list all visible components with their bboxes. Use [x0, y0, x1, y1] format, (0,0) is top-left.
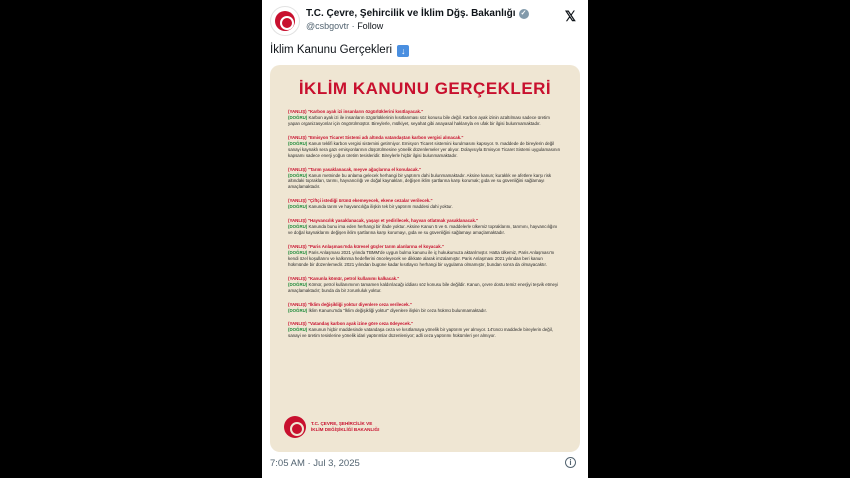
- account-name[interactable]: T.C. Çevre, Şehircilik ve İklim Dğş. Bakanlığı: [306, 8, 516, 19]
- myth-text: "Tarım yasaklanacak, meyve ağaçlarına el konulacak.": [307, 166, 422, 172]
- poster-entry: [288, 167, 562, 191]
- myth-tag: (YANLIŞ): [288, 134, 307, 140]
- down-arrow-icon: ↓: [397, 45, 409, 57]
- poster-entry: [288, 244, 562, 268]
- truth-tag: (DOĞRU): [288, 114, 308, 120]
- ministry-emblem-icon: [284, 416, 306, 438]
- truth-text: Kanunun hiçbir maddesinde vatandaşa ceza ve kısıtlamaya yönelik bir yaptırım yer almıyor. 14'üncü maddede bireylerin değil, sanayi ve üretim tesislerine yönelik idari yaptırımlar düzenleniyor; adli ceza yaptırımı hükümleri yer almıyor.: [288, 327, 553, 339]
- truth-text: Kanunda tarım ve hayvancılığa ilişkin tek bir yaptırım maddesi dahi yoktur.: [308, 204, 453, 210]
- poster-entry: [288, 109, 562, 127]
- myth-tag: (YANLIŞ): [288, 321, 307, 327]
- poster-entry: [288, 135, 562, 159]
- myth-tag: (YANLIŞ): [288, 218, 307, 224]
- tweet-text-content: İklim Kanunu Gerçekleri: [270, 44, 393, 56]
- myth-text: "Hayvancılık yasaklanacak, yaşayı et yedirilecek, hayvan otlatmak yasaklanacak.": [307, 218, 479, 224]
- myth-tag: (YANLIŞ): [288, 301, 307, 307]
- truth-tag: (DOĞRU): [288, 281, 308, 287]
- x-logo-icon[interactable]: 𝕏: [564, 8, 576, 24]
- tweet-header: [270, 6, 580, 36]
- poster-entry: [288, 302, 562, 314]
- myth-text: "Paris Anlaşması'nda küresel güçler tarım alanlarına el koyacak.": [307, 244, 444, 249]
- truth-tag: (DOĞRU): [288, 327, 308, 333]
- myth-tag: (YANLIŞ): [288, 166, 307, 172]
- myth-text: "İklim değişikliği yoktur diyenlere ceza verilecek.": [307, 301, 412, 307]
- truth-tag: (DOĞRU): [288, 140, 308, 146]
- tweet-text: [270, 44, 409, 57]
- truth-text: Paris Anlaşması 2021 yılında TBMM'de uygun bulma kanunu ile iç hukukumuza aktarılmıştır. Hatta ülkemiz, Paris Anlaşması'nı kendi özel koşullarını ve kalkınma hedeflerini önceleyecek ve dikkate alarak imzalamıştır. Paris Anlaşması 2021 yılından beri kanun hükmünde bir düzenlemedir. 2021 yılından bugüne kadar kısıtlayıcı herhangi bir uygulama olmamıştır, bundan sonra da olmayacaktır.: [288, 249, 555, 267]
- verified-badge-icon: ✓: [519, 9, 529, 19]
- truth-tag: (DOĞRU): [288, 204, 308, 210]
- ministry-emblem-icon: [275, 11, 295, 31]
- truth-tag: (DOĞRU): [288, 172, 308, 178]
- follow-button[interactable]: Follow: [357, 21, 384, 31]
- truth-tag: (DOĞRU): [288, 307, 308, 313]
- truth-tag: (DOĞRU): [288, 224, 308, 230]
- separator-dot: ·: [351, 21, 355, 31]
- poster-entry: [288, 276, 562, 294]
- account-avatar[interactable]: [270, 6, 300, 36]
- myth-tag: (YANLIŞ): [288, 244, 307, 249]
- poster-title: İKLİM KANUNU GERÇEKLERİ: [298, 79, 552, 98]
- truth-text: Kanun metninde bu anlama gelecek herhangi bir yaptırım dahi bulunmamaktadır. Aksine kanun; kuraklık ve afetlere karşı risk altındaki toprakları, tarımı, hayvancılığı ve doğal kaynakları, değişen iklim şartlarına karşı korumak; gıda ve su güvenliğini sağlamayı amaçlamaktadır.: [288, 172, 552, 190]
- myth-tag: (YANLIŞ): [288, 198, 307, 204]
- myth-text: "Emisyon Ticaret Sistemi adı altında vatandaştan karbon vergisi alınacak.": [307, 134, 464, 140]
- account-info: [306, 8, 529, 31]
- truth-text: İklim Kanunu'nda "İklim değişikliği yoktur" diyenlere ilişkin bir ceza hükmü bulunmamaktadır.: [308, 307, 487, 313]
- tweet-card: [262, 0, 588, 478]
- truth-tag: (DOĞRU): [288, 249, 308, 255]
- account-handle[interactable]: @csbgovtr: [306, 21, 350, 31]
- tweet-timestamp[interactable]: 7:05 AM · Jul 3, 2025: [270, 458, 360, 469]
- poster-entry: [288, 198, 562, 210]
- footer-line-2: İKLİM DEĞİŞİKLİĞİ BAKANLIĞI: [311, 427, 380, 432]
- myth-text: "Kanunla kömür, petrol kullanımı kalkacak.": [307, 275, 400, 281]
- truth-text: Kanun teklifi karbon vergisi sistemini getirmiyor. Emisyon Ticaret sistemini kurulmasını kapsıyor. 9. maddede de bireylerin değil sanayi kaynaklı sera gazı emisyonlarının düşürülmesine yönelik düzenlemeler yer alıyor. Dolayısıyla Emisyon Ticaret Sistemi uygulamasının kapsamı sadece enerji yoğun üretim tesisleridir. Bireylerle hiçbir ilgisi bulunmamaktadır.: [288, 140, 561, 158]
- info-icon[interactable]: i: [565, 457, 576, 468]
- poster-entry: [288, 321, 562, 339]
- tweet-image[interactable]: [270, 65, 580, 452]
- myth-text: "Çiftçi istediği ürünü ekemeyecek, ekene cezalar verilecek.": [307, 198, 433, 204]
- myth-tag: (YANLIŞ): [288, 109, 307, 114]
- footer-line-1: T.C. ÇEVRE, ŞEHİRCİLİK VE: [311, 420, 373, 426]
- myth-text: "Vatandaş karbon ayak izine göre ceza ödeyecek.": [307, 321, 414, 327]
- poster-entry: [288, 218, 562, 236]
- truth-text: Kömür, petrol kullanımının tamamen kaldırılacağı iddiası söz konusu bile değildir. Kanun, çevre dostu temiz enerjiyi teşvik etmeyi amaçlamaktadır; bunda da bir zorunluluk yoktur.: [288, 281, 559, 293]
- myth-tag: (YANLIŞ): [288, 275, 307, 281]
- truth-text: Kanunda bunu ima eden herhangi bir ifade yoktur. Aksine Kanun 5 ve 6. maddelerle ülkemiz topraklarını, tarımını, hayvancılığını ve doğal kaynaklarını değişen iklim şartlarına karşı korumayı, gıda ve su güvenliğini sağlamayı amaçlamaktadır.: [288, 224, 558, 236]
- poster-entries: [288, 109, 562, 339]
- poster-footer: [284, 416, 379, 438]
- truth-text: Karbon ayak izi ile insanların özgürlüklerinin kısıtlanması söz konusu bile değil. Karbon ayak izinin azaltılması sadece üretim yapan organizasyonlar için öngörülmüştür. Bireylerle, mülkiyet, seyahat gibi anayasal haklarıyla en ufak bir ilgisi bulunmamaktadır.: [288, 114, 550, 126]
- myth-text: "Karbon ayak izi insanların özgürlüklerini kısıtlayacak.": [307, 109, 424, 114]
